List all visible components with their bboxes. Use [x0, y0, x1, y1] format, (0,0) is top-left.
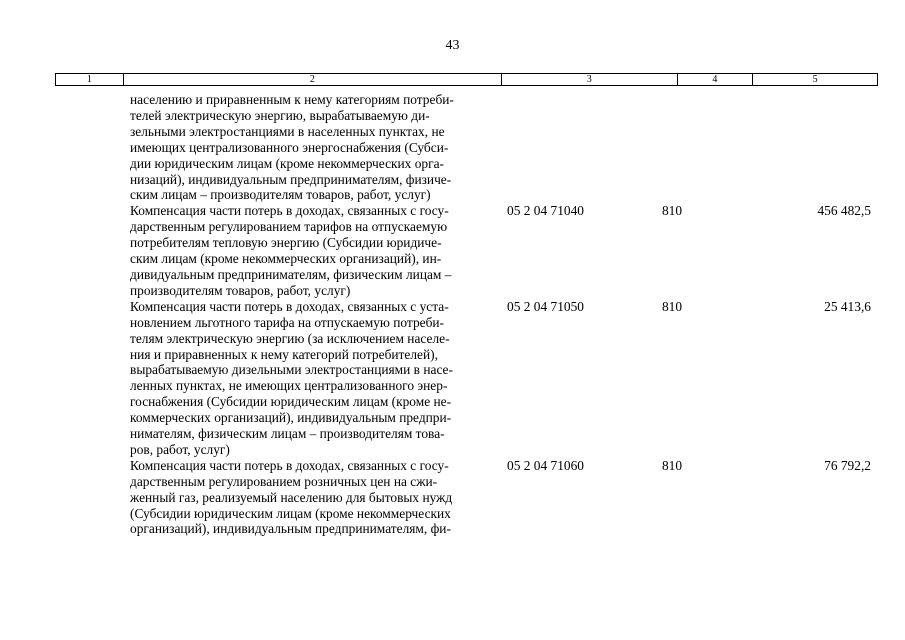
row-classification-code: 05 2 04 71040	[507, 203, 584, 219]
row-classification-code: 05 2 04 71050	[507, 298, 584, 314]
row-classification-code: 05 2 04 71060	[507, 457, 584, 473]
row-amount	[697, 92, 875, 203]
description-line: ния и приравненных к нему категорий потребителей),	[130, 346, 438, 362]
description-line: ским лицам – производителям товаров, работ, услуг)	[130, 187, 431, 203]
description-line: ленных пунктах, не имеющих централизованного энер-	[130, 378, 448, 394]
empty-cell	[55, 92, 123, 203]
row-amount: 76 792,2	[824, 457, 871, 473]
budget-table-body	[55, 92, 878, 537]
description-line: дии юридическим лицам (кроме некоммерческих орга-	[130, 155, 445, 171]
row-amount: 25 413,6	[824, 298, 871, 314]
row-description	[123, 92, 492, 203]
description-line: (Субсидии юридическим лицам (кроме некоммерческих	[130, 505, 451, 521]
description-line: потребителям тепловую энергию (Субсидии юридиче-	[130, 235, 442, 251]
description-line: населению и приравненным к нему категориям потреби-	[130, 92, 454, 107]
empty-cell	[55, 458, 123, 538]
description-line: дарственным регулированием розничных цен на сжи-	[130, 473, 438, 489]
row-description	[123, 458, 492, 538]
table-row	[55, 92, 878, 203]
description-line: зельными электростанциями в населенных пунктах, не	[130, 123, 445, 139]
description-line: госнабжения (Субсидии юридическим лицам (кроме не-	[130, 394, 452, 410]
description-line: Компенсация части потерь в доходах, связанных с госу-	[130, 203, 449, 219]
description-line: производителям товаров, работ, услуг)	[130, 282, 351, 298]
column-number-4: 4	[678, 74, 754, 85]
row-classification-code	[492, 92, 647, 203]
row-expense-type: 810	[661, 457, 683, 473]
page-number: 43	[445, 38, 460, 53]
column-number-2: 2	[124, 74, 502, 85]
description-line: дивидуальным предпринимателям, физическим лицам –	[130, 266, 452, 282]
description-line: телей электрическую энергию, вырабатываемую ди-	[130, 107, 430, 123]
description-line: нимателям, физическим лицам – производителям това-	[130, 426, 445, 442]
table-header-row	[55, 73, 878, 86]
empty-cell	[55, 299, 123, 458]
description-line: ров, работ, услуг)	[130, 441, 230, 457]
description-line: низаций), индивидуальным предпринимателям, физиче-	[130, 171, 452, 187]
description-line: женный газ, реализуемый населению для бытовых нужд	[130, 489, 453, 505]
description-line: Компенсация части потерь в доходах, связанных с госу-	[130, 457, 449, 473]
description-line: телям электрическую энергию (за исключением населе-	[130, 330, 450, 346]
table-row	[55, 458, 878, 538]
row-expense-type: 810	[661, 298, 683, 314]
description-line: имеющих централизованного энергоснабжения (Субси-	[130, 139, 449, 155]
column-number-3: 3	[502, 74, 678, 85]
row-description	[123, 203, 492, 298]
description-line: вырабатываемую дизельными электростанциями в насе-	[130, 362, 453, 378]
description-line: новлением льготного тарифа на отпускаемую потреби-	[130, 314, 445, 330]
table-row	[55, 299, 878, 458]
row-expense-type	[647, 92, 697, 203]
column-number-1: 1	[56, 74, 124, 85]
description-line: Компенсация части потерь в доходах, связанных с уста-	[130, 298, 449, 314]
empty-cell	[55, 203, 123, 298]
description-line: дарственным регулированием тарифов на отпускаемую	[130, 219, 448, 235]
table-row	[55, 203, 878, 298]
description-line: коммерческих организаций), индивидуальным предпри-	[130, 410, 452, 426]
row-amount: 456 482,5	[817, 203, 871, 219]
description-line: организаций), индивидуальным предпринимателям, фи-	[130, 521, 451, 537]
row-expense-type: 810	[661, 203, 683, 219]
row-description	[123, 299, 492, 458]
column-number-5: 5	[812, 74, 818, 85]
description-line: ским лицам (кроме некоммерческих организаций), ин-	[130, 251, 442, 267]
